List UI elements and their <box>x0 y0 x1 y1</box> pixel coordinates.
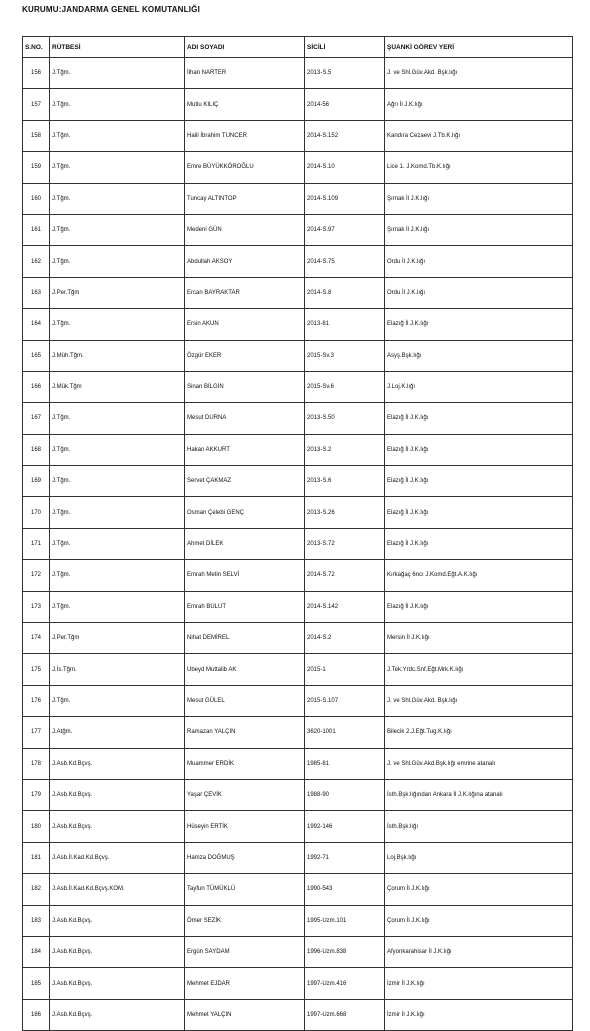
table-body <box>23 58 573 1031</box>
cell-current-post: İsth.Bşk.lığı <box>385 811 573 842</box>
cell-sno: 184 <box>23 936 50 967</box>
cell-current-post: Çorum İl J.K.lığı <box>385 874 573 905</box>
cell-current-post: J. ve Shl.Güv.Akd.Bşk.lığı emrine atanalı <box>385 748 573 779</box>
table-row <box>23 654 573 685</box>
cell-current-post: İzmir İl J.K.lığı <box>385 999 573 1030</box>
cell-registry: 1995-Uzm.101 <box>305 905 385 936</box>
cell-registry: 2013-S.26 <box>305 497 385 528</box>
cell-current-post: Asyş.Bşk.lığı <box>385 340 573 371</box>
cell-registry: 2015-S.107 <box>305 685 385 716</box>
personnel-table <box>22 36 573 1031</box>
cell-sno: 163 <box>23 277 50 308</box>
table-row <box>23 214 573 245</box>
cell-rank: J.Tğm. <box>50 434 185 465</box>
table-row <box>23 152 573 183</box>
table-row <box>23 497 573 528</box>
table-row <box>23 183 573 214</box>
table-row <box>23 936 573 967</box>
cell-rank: J.Mük.Tğm <box>50 371 185 402</box>
cell-rank: J.Tğm. <box>50 120 185 151</box>
cell-current-post: Elazığ İl J.K.lığı <box>385 591 573 622</box>
cell-registry: 1990-543 <box>305 874 385 905</box>
cell-sno: 175 <box>23 654 50 685</box>
cell-name: Mehmet EJDAR <box>185 968 305 999</box>
cell-rank: J.Asb.Kd.Bçvş. <box>50 748 185 779</box>
column-header-current-post: ŞUANKİ GÖREV YERİ <box>385 37 573 58</box>
cell-registry: 2014-S.97 <box>305 214 385 245</box>
cell-current-post: Mersin İl J.K.lığı <box>385 623 573 654</box>
table-row <box>23 120 573 151</box>
column-header-rank: RÜTBESİ <box>50 37 185 58</box>
cell-current-post: Lice 1. J.Komd.Tb.K.lığı <box>385 152 573 183</box>
cell-rank: J.Tğm. <box>50 152 185 183</box>
cell-name: Mutlu KILIÇ <box>185 89 305 120</box>
cell-name: Mesut GÜLEL <box>185 685 305 716</box>
cell-sno: 181 <box>23 842 50 873</box>
cell-current-post: J.Loj.K.lığı <box>385 371 573 402</box>
cell-current-post: J. ve Shl.Güv.Akd. Bşk.lığı <box>385 685 573 716</box>
cell-registry: 1988-90 <box>305 779 385 810</box>
cell-current-post: Elazığ İl J.K.lığı <box>385 403 573 434</box>
cell-sno: 161 <box>23 214 50 245</box>
cell-registry: 2014-S.75 <box>305 246 385 277</box>
cell-sno: 178 <box>23 748 50 779</box>
cell-registry: 2013-S.72 <box>305 528 385 559</box>
table-row <box>23 246 573 277</box>
cell-registry: 2014-S.8 <box>305 277 385 308</box>
cell-current-post: Kandıra Cezaevi J.Tb.K.lığı <box>385 120 573 151</box>
cell-registry: 1997-Uzm.416 <box>305 968 385 999</box>
cell-current-post: Elazığ İl J.K.lığı <box>385 497 573 528</box>
cell-rank: J.Tğm. <box>50 58 185 89</box>
cell-registry: 1997-Uzm.668 <box>305 999 385 1030</box>
cell-registry: 2013-S.50 <box>305 403 385 434</box>
cell-name: Osman Çelebi GENÇ <box>185 497 305 528</box>
cell-name: Emrah Metin SELVİ <box>185 560 305 591</box>
cell-rank: J.Tğm. <box>50 528 185 559</box>
cell-name: İlhan NARTER <box>185 58 305 89</box>
cell-rank: J.Asb.Kd.Bçvş. <box>50 999 185 1030</box>
table-row <box>23 874 573 905</box>
cell-registry: 2014-56 <box>305 89 385 120</box>
cell-sno: 170 <box>23 497 50 528</box>
cell-name: Hamza DOĞMUŞ <box>185 842 305 873</box>
cell-rank: J.İs.Tğm. <box>50 654 185 685</box>
cell-rank: J.Asb.Kd.Bçvş. <box>50 811 185 842</box>
cell-current-post: J. ve Shl.Güv.Akd. Bşk.lığı <box>385 58 573 89</box>
cell-current-post: Çorum İl J.K.lığı <box>385 905 573 936</box>
cell-current-post: Afyonkarahisar İl J.K.lığı <box>385 936 573 967</box>
table-row <box>23 403 573 434</box>
cell-rank: J.Tğm. <box>50 466 185 497</box>
cell-sno: 164 <box>23 309 50 340</box>
table-row <box>23 748 573 779</box>
cell-registry: 2014-S.2 <box>305 623 385 654</box>
cell-sno: 183 <box>23 905 50 936</box>
cell-rank: J.Tğm. <box>50 591 185 622</box>
cell-registry: 2013-81 <box>305 309 385 340</box>
cell-registry: 2014-S.109 <box>305 183 385 214</box>
cell-current-post: Kırkağaç 6ncı J.Komd.Eğt.A.K.lığı <box>385 560 573 591</box>
cell-name: Halil İbrahim TUNCER <box>185 120 305 151</box>
cell-rank: J.Asb.Kd.Bçvş. <box>50 968 185 999</box>
cell-rank: J.Tğm. <box>50 89 185 120</box>
cell-registry: 2015-1 <box>305 654 385 685</box>
cell-sno: 159 <box>23 152 50 183</box>
cell-name: Mehmet YALÇIN <box>185 999 305 1030</box>
table-row <box>23 591 573 622</box>
cell-rank: J.Asb.Kd.Bçvş. <box>50 905 185 936</box>
cell-registry: 2015-Sv.3 <box>305 340 385 371</box>
table-row <box>23 434 573 465</box>
cell-current-post: Ağrı İl J.K.lığı <box>385 89 573 120</box>
cell-name: Yaşar ÇEVİK <box>185 779 305 810</box>
cell-sno: 171 <box>23 528 50 559</box>
cell-current-post: İzmir İl J.K.lığı <box>385 968 573 999</box>
cell-rank: J.Tğm. <box>50 560 185 591</box>
cell-current-post: Ordu İl J.K.lığı <box>385 277 573 308</box>
cell-current-post: Ordu İl J.K.lığı <box>385 246 573 277</box>
table-row <box>23 560 573 591</box>
cell-registry: 2014-S.142 <box>305 591 385 622</box>
cell-current-post: J.Tek.Yrdc.Snf.Eğt.Mrk.K.lığı <box>385 654 573 685</box>
cell-registry: 2013-S.6 <box>305 466 385 497</box>
cell-rank: J.Asb.Kd.Bçvş. <box>50 936 185 967</box>
cell-current-post: Elazığ İl J.K.lığı <box>385 309 573 340</box>
cell-sno: 179 <box>23 779 50 810</box>
cell-rank: J.Tğm. <box>50 309 185 340</box>
cell-name: Ergün SAYDAM <box>185 936 305 967</box>
cell-current-post: Bilecik 2.J.Eğt.Tug.K.lığı <box>385 717 573 748</box>
table-row <box>23 779 573 810</box>
cell-sno: 162 <box>23 246 50 277</box>
cell-current-post: Loj.Bşk.lığı <box>385 842 573 873</box>
table-row <box>23 371 573 402</box>
table-row <box>23 340 573 371</box>
cell-current-post: Elazığ İl J.K.lığı <box>385 528 573 559</box>
cell-rank: J.Tğm. <box>50 183 185 214</box>
cell-rank: J.Müh.Tğm. <box>50 340 185 371</box>
cell-registry: 1996-Uzm.838 <box>305 936 385 967</box>
cell-registry: 2014-S.152 <box>305 120 385 151</box>
cell-name: Abdullah AKSOY <box>185 246 305 277</box>
cell-registry: 1992-71 <box>305 842 385 873</box>
cell-name: Ömer SEZİK <box>185 905 305 936</box>
cell-sno: 168 <box>23 434 50 465</box>
cell-rank: J.Per.Tğm <box>50 623 185 654</box>
table-row <box>23 717 573 748</box>
cell-rank: J.Atğm. <box>50 717 185 748</box>
cell-rank: J.Tğm. <box>50 497 185 528</box>
cell-rank: J.Asb.İl.Kad.Kd.Bçvş. <box>50 842 185 873</box>
cell-name: Emre BÜYÜKKÖROĞLU <box>185 152 305 183</box>
table-row <box>23 277 573 308</box>
cell-registry: 1985-81 <box>305 748 385 779</box>
cell-sno: 165 <box>23 340 50 371</box>
column-header-name: ADI SOYADI <box>185 37 305 58</box>
cell-name: Medeni GÜN <box>185 214 305 245</box>
cell-name: Ersin AKUN <box>185 309 305 340</box>
table-row <box>23 968 573 999</box>
cell-registry: 3620-1001 <box>305 717 385 748</box>
document-title: KURUMU:JANDARMA GENEL KOMUTANLIĞI <box>22 5 200 14</box>
table-row <box>23 528 573 559</box>
cell-name: Nihat DEMİREL <box>185 623 305 654</box>
cell-registry: 2014-S.10 <box>305 152 385 183</box>
cell-rank: J.Tğm. <box>50 685 185 716</box>
cell-current-post: Şırnak İl J.K.lığı <box>385 183 573 214</box>
cell-registry: 2014-S.72 <box>305 560 385 591</box>
cell-rank: J.Tğm. <box>50 246 185 277</box>
table-row <box>23 309 573 340</box>
table-row <box>23 685 573 716</box>
table-row <box>23 89 573 120</box>
cell-current-post: Şırnak İl J.K.lığı <box>385 214 573 245</box>
cell-name: Muammer ERDİK <box>185 748 305 779</box>
cell-name: Özgür EKER <box>185 340 305 371</box>
table-row <box>23 842 573 873</box>
table-row <box>23 623 573 654</box>
cell-name: Servet ÇAKMAZ <box>185 466 305 497</box>
cell-sno: 167 <box>23 403 50 434</box>
cell-sno: 173 <box>23 591 50 622</box>
table-header-row <box>23 37 573 58</box>
cell-name: Ramazan YALÇIN <box>185 717 305 748</box>
cell-name: Emrah BULUT <box>185 591 305 622</box>
cell-sno: 176 <box>23 685 50 716</box>
cell-current-post: İsth.Bşk.lığından Ankara İl J.K.lığına atanalı <box>385 779 573 810</box>
cell-rank: J.Tğm. <box>50 214 185 245</box>
table-row <box>23 466 573 497</box>
cell-rank: J.Asb.İl.Kad.Kd.Bçvş.KOM. <box>50 874 185 905</box>
cell-sno: 180 <box>23 811 50 842</box>
cell-name: Ubeyd Muttalib AK <box>185 654 305 685</box>
cell-registry: 2013-S.5 <box>305 58 385 89</box>
cell-name: Ercan BAYRAKTAR <box>185 277 305 308</box>
cell-name: Tuncay ALTINTOP <box>185 183 305 214</box>
cell-name: Hüseyin ERTİK <box>185 811 305 842</box>
cell-sno: 185 <box>23 968 50 999</box>
cell-current-post: Elazığ İl J.K.lığı <box>385 434 573 465</box>
cell-sno: 156 <box>23 58 50 89</box>
cell-name: Ahmet DİLEK <box>185 528 305 559</box>
column-header-registry: SİCİLİ <box>305 37 385 58</box>
cell-name: Hakan AKKURT <box>185 434 305 465</box>
cell-sno: 169 <box>23 466 50 497</box>
cell-rank: J.Per.Tğm <box>50 277 185 308</box>
column-header-sno: S.NO. <box>23 37 50 58</box>
cell-sno: 160 <box>23 183 50 214</box>
cell-sno: 174 <box>23 623 50 654</box>
cell-sno: 182 <box>23 874 50 905</box>
cell-sno: 158 <box>23 120 50 151</box>
table-row <box>23 811 573 842</box>
cell-registry: 2015-Sv.6 <box>305 371 385 402</box>
cell-sno: 177 <box>23 717 50 748</box>
cell-sno: 186 <box>23 999 50 1030</box>
cell-rank: J.Tğm. <box>50 403 185 434</box>
cell-name: Mesut DURNA <box>185 403 305 434</box>
table-row <box>23 905 573 936</box>
cell-name: Tayfun TÜMÜKLÜ <box>185 874 305 905</box>
table-row <box>23 999 573 1030</box>
table-row <box>23 58 573 89</box>
cell-current-post: Elazığ İl J.K.lığı <box>385 466 573 497</box>
cell-name: Sinan BİLGİN <box>185 371 305 402</box>
cell-registry: 2013-S.2 <box>305 434 385 465</box>
cell-registry: 1992-146 <box>305 811 385 842</box>
cell-sno: 166 <box>23 371 50 402</box>
cell-rank: J.Asb.Kd.Bçvş. <box>50 779 185 810</box>
cell-sno: 157 <box>23 89 50 120</box>
cell-sno: 172 <box>23 560 50 591</box>
